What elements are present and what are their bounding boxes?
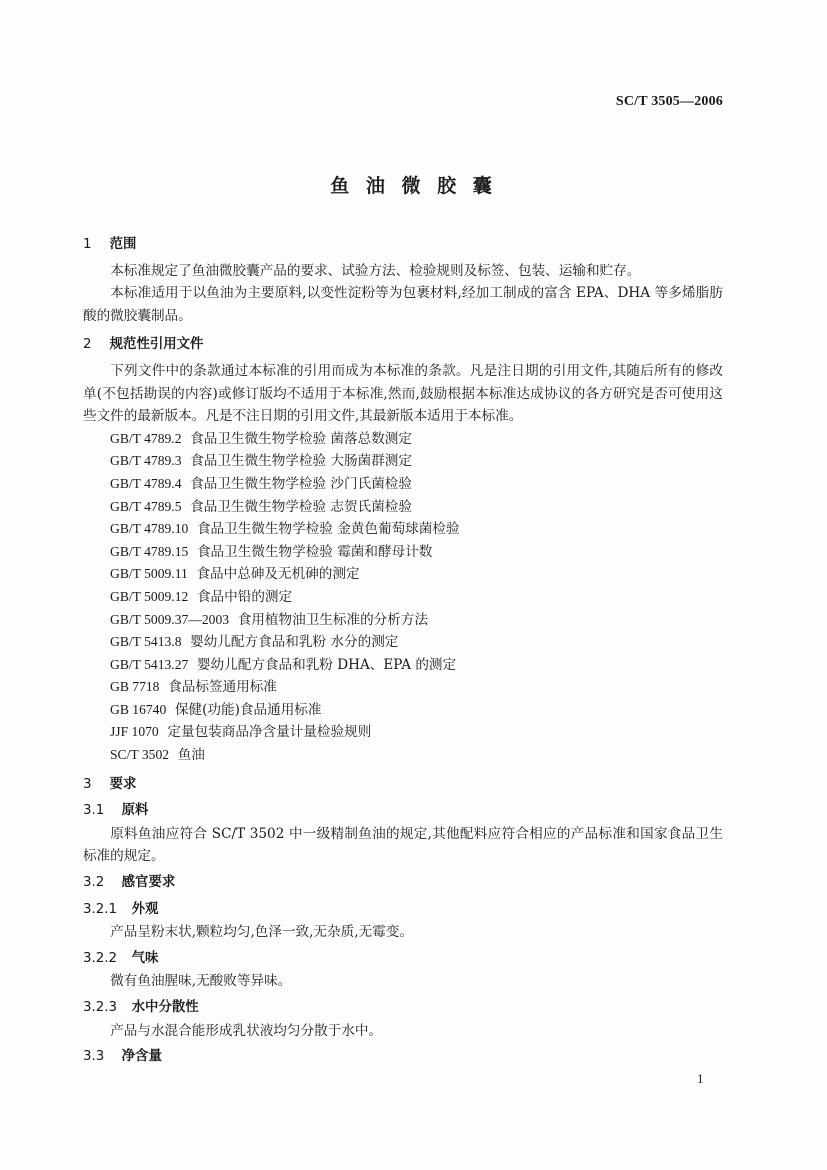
reference-item [83,654,723,677]
reference-code: GB 7718 [110,679,160,695]
reference-item [83,450,723,473]
paragraph: 下列文件中的条款通过本标准的引用而成为本标准的条款。凡是注日期的引用文件,其随后所有的修改单(不包括勘误的内容)或修订版均不适用于本标准,然而,鼓励根据本标准达成协议的各方研究是否可使用这些文件的最新版本。凡是不注日期的引用文件,其最新版本适用于本标准。 [83,362,723,425]
reference-title: 保健(功能)食品通用标准 [174,701,322,718]
reference-code: JJF 1070 [110,724,159,740]
reference-code: GB/T 4789.10 [110,521,189,537]
reference-item [83,744,723,767]
subsection-3-1-heading [83,800,723,823]
reference-item [83,541,723,564]
section-number: 3.1 [83,803,105,819]
document-code: SC/T 3505—2006 [615,94,723,109]
reference-code: GB/T 4789.15 [110,543,189,559]
reference-title: 食品卫生微生物学检验 沙门氏菌检验 [190,475,412,492]
reference-item [83,699,723,722]
reference-list [83,428,723,767]
subsection-3-2-1-heading [83,899,723,922]
subsection-3-2-heading [83,872,723,895]
reference-item [83,631,723,654]
reference-item [83,721,723,744]
reference-title: 婴幼儿配方食品和乳粉 DHA、EPA 的测定 [196,656,457,673]
subsection-3-2-3-heading [83,997,723,1020]
reference-code: GB/T 5413.8 [110,634,182,650]
reference-item [83,563,723,586]
section-title: 范围 [109,237,137,252]
reference-code: GB/T 4789.4 [110,475,182,491]
section-number: 3 [83,776,92,792]
reference-title: 食品卫生微生物学检验 志贺氏菌检验 [190,498,412,515]
section-number: 1 [83,237,92,252]
reference-title: 食品卫生微生物学检验 金黄色葡萄球菌检验 [196,521,460,538]
section-number: 3.3 [83,1049,105,1065]
subsection-3-2-2-heading [83,948,723,971]
section-3-heading [83,774,723,797]
reference-code: GB 16740 [110,701,167,717]
reference-code: GB/T 4789.2 [110,430,182,446]
section-number: 3.2.2 [83,950,118,966]
section-title: 要求 [109,776,137,792]
section-number: 3.2.3 [83,1000,118,1015]
section-title: 气味 [131,950,159,966]
document-title: 鱼 油 微 胶 囊 [330,175,497,197]
reference-code: GB/T 5009.12 [110,588,189,604]
reference-item [83,428,723,451]
reference-item [83,586,723,609]
reference-item [83,609,723,632]
paragraph: 微有鱼油腥味,无酸败等异味。 [110,973,292,990]
subsection-3-3-heading [83,1046,723,1069]
section-number: 2 [83,337,92,353]
reference-title: 鱼油 [177,747,205,764]
reference-title: 定量包装商品净含量计量检验规则 [167,724,372,741]
reference-title: 食品标签通用标准 [168,679,277,696]
reference-item [83,473,723,496]
reference-code: GB/T 4789.5 [110,498,182,514]
section-title: 原料 [121,803,149,819]
section-title: 感官要求 [121,875,176,891]
section-title: 外观 [131,901,159,917]
paragraph: 本标准规定了鱼油微胶囊产品的要求、试验方法、检验规则及标签、包装、运输和贮存。 [110,262,641,279]
reference-code: GB/T 4789.3 [110,453,182,469]
page-number: 1 [697,1071,704,1086]
reference-item [83,518,723,541]
reference-item [83,676,723,699]
reference-title: 食品卫生微生物学检验 大肠菌群测定 [190,453,412,470]
reference-title: 婴幼儿配方食品和乳粉 水分的测定 [190,634,399,651]
section-title: 净含量 [121,1049,162,1065]
reference-code: SC/T 3502 [110,747,170,763]
reference-title: 食品卫生微生物学检验 菌落总数测定 [190,430,412,447]
paragraph: 本标准适用于以鱼油为主要原料,以变性淀粉等为包裹材料,经加工制成的富含 EPA、DHA 等多烯脂肪酸的微胶囊制品。 [83,285,723,324]
section-title: 水中分散性 [131,1000,199,1015]
reference-code: GB/T 5009.37—2003 [110,611,230,627]
reference-code: GB/T 5413.27 [110,656,189,672]
reference-title: 食品中铅的测定 [196,588,293,605]
reference-title: 食用植物油卫生标准的分析方法 [237,611,429,628]
section-2-heading [83,334,723,357]
document-body [83,234,723,1069]
paragraph: 原料鱼油应符合 SC/T 3502 中一级精制鱼油的规定,其他配料应符合相应的产品标准和国家食品卫生标准的规定。 [83,825,723,865]
section-1-heading [83,234,723,257]
paragraph: 产品与水混合能形成乳状液均匀分散于水中。 [110,1022,383,1039]
reference-title: 食品卫生微生物学检验 霉菌和酵母计数 [196,543,433,560]
reference-code: GB/T 5009.11 [110,566,188,582]
reference-item [83,496,723,519]
section-number: 3.2.1 [83,901,118,917]
section-number: 3.2 [83,875,105,891]
section-title: 规范性引用文件 [109,337,204,353]
reference-title: 食品中总砷及无机砷的测定 [196,566,360,583]
paragraph: 产品呈粉末状,颗粒均匀,色泽一致,无杂质,无霉变。 [110,924,413,941]
